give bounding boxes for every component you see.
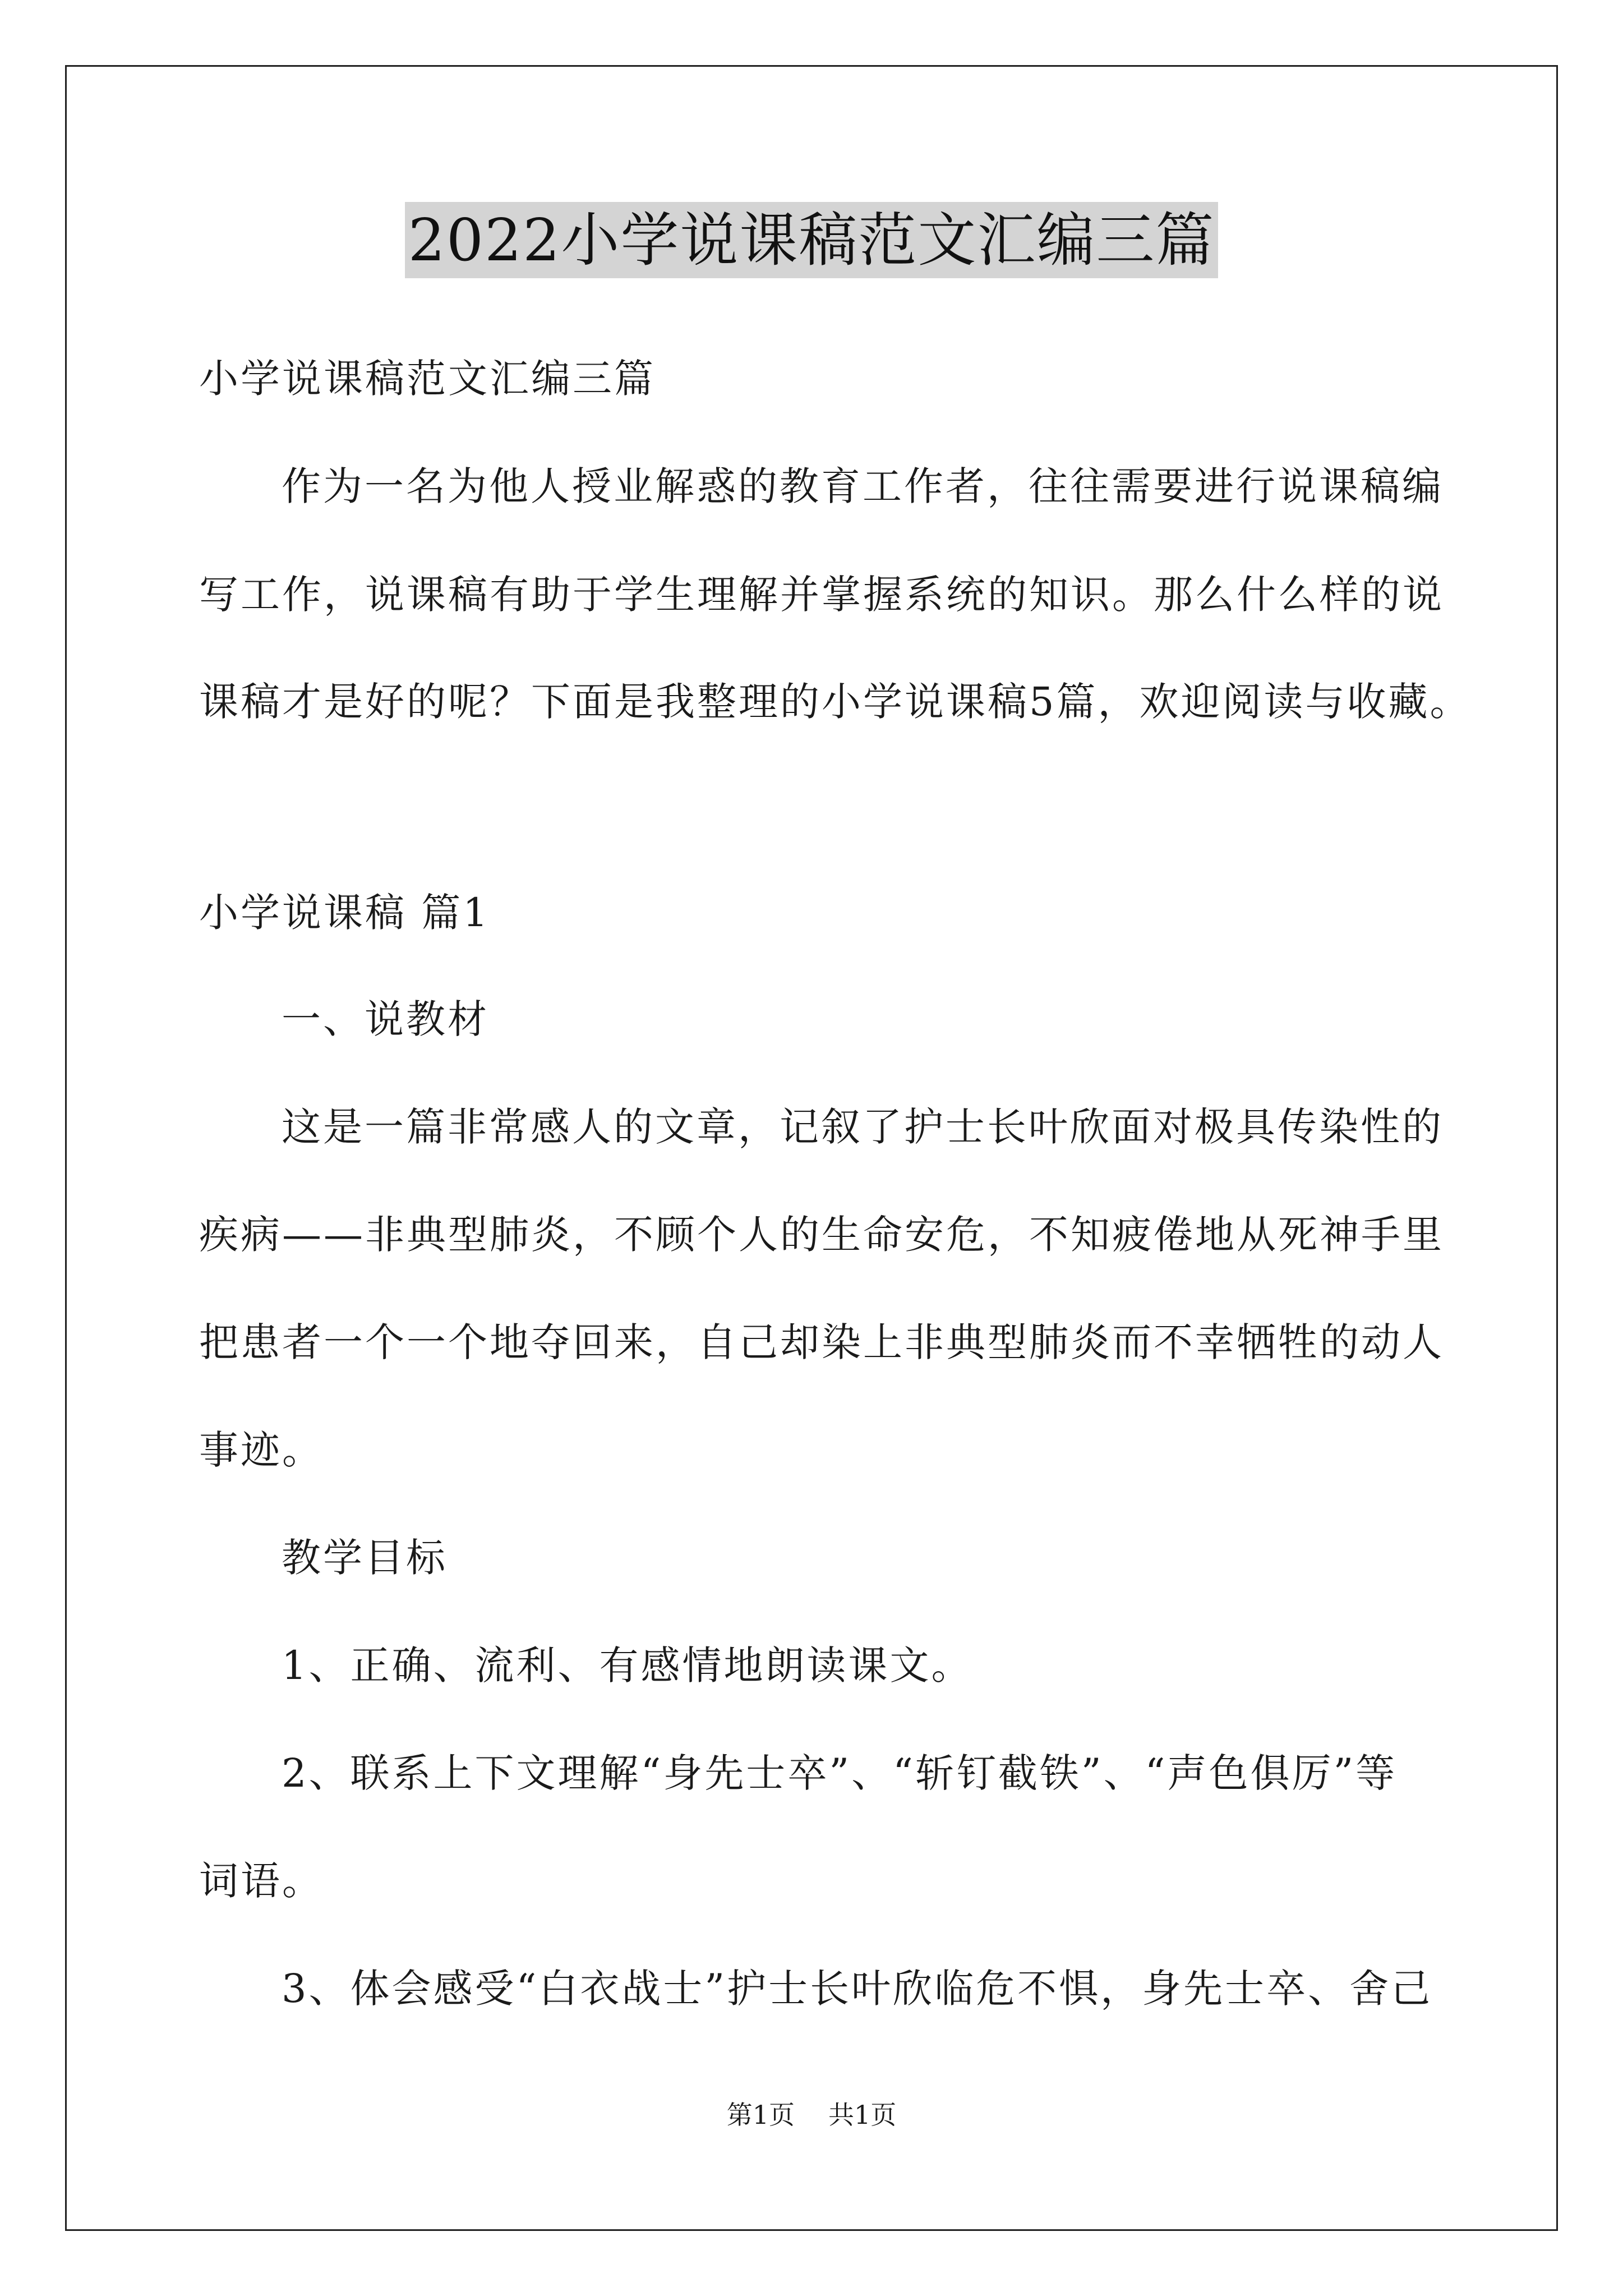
section-heading: 小学说课稿 篇1 <box>199 890 490 936</box>
goals-heading: 教学目标 <box>282 1535 448 1581</box>
intro-line-2: 写工作，说课稿有助于学生理解并掌握系统的知识。那么什么样的说 <box>199 572 1444 618</box>
intro-line-3: 课稿才是好的呢？下面是我整理的小学说课稿5篇，欢迎阅读与收藏。 <box>199 679 1472 725</box>
intro-line-1: 作为一名为他人授业解惑的教育工作者，往往需要进行说课稿编 <box>282 463 1444 509</box>
title-container <box>0 202 1623 278</box>
page-number: 第1页 <box>726 2100 795 2130</box>
document-subtitle: 小学说课稿范文汇编三篇 <box>199 356 656 402</box>
material-line-1: 这是一篇非常感人的文章，记叙了护士长叶欣面对极具传染性的 <box>282 1104 1444 1150</box>
page-total: 共1页 <box>828 2100 897 2130</box>
document-title: 2022小学说课稿范文汇编三篇 <box>405 202 1219 278</box>
subheading-material: 一、说教材 <box>282 996 489 1042</box>
goal-2-line-1: 2、联系上下文理解“身先士卒”、“斩钉截铁”、“声色俱厉”等 <box>282 1750 1398 1796</box>
page-footer <box>0 2098 1623 2132</box>
goal-3: 3、体会感受“白衣战士”护士长叶欣临危不惧，身先士卒、舍己 <box>282 1966 1433 2012</box>
material-line-2: 疾病——非典型肺炎，不顾个人的生命安危，不知疲倦地从死神手里 <box>199 1212 1444 1258</box>
material-line-3: 把患者一个一个地夺回来，自己却染上非典型肺炎而不幸牺牲的动人 <box>199 1319 1444 1365</box>
material-line-4: 事迹。 <box>199 1427 324 1473</box>
goal-1: 1、正确、流利、有感情地朗读课文。 <box>282 1642 973 1688</box>
goal-2-line-2: 词语。 <box>199 1858 324 1904</box>
